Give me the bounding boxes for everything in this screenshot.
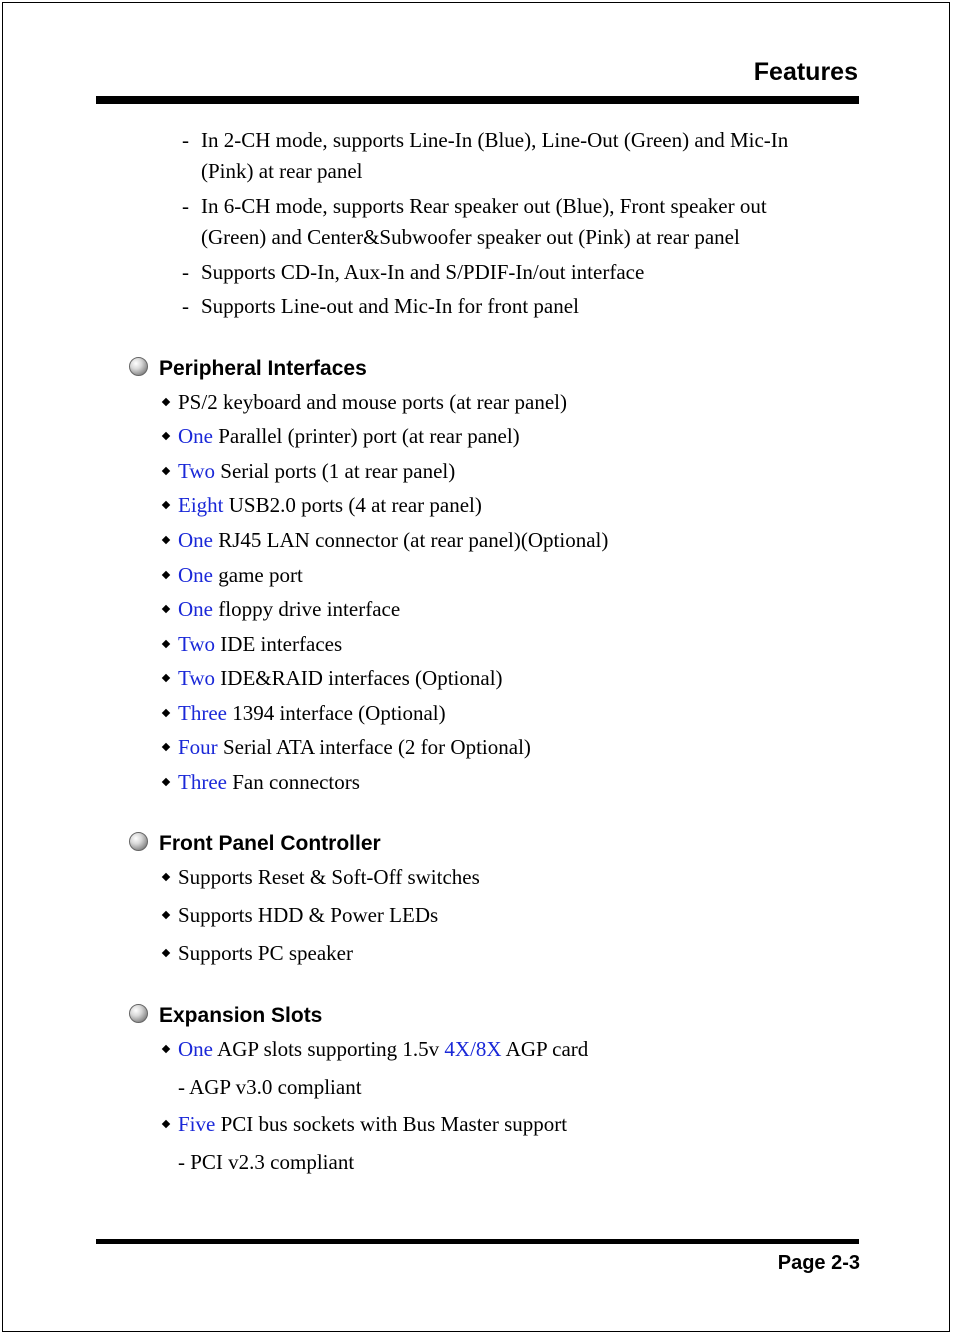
list-item: Two IDE&RAID interfaces (Optional) [178, 666, 503, 690]
section-bullet-icon [129, 357, 148, 376]
list-item: One floppy drive interface [178, 597, 401, 621]
list-item: One game port [178, 563, 303, 587]
pci-compliance-note: - PCI v2.3 compliant [178, 1150, 355, 1174]
list-item: Supports HDD & Power LEDs [178, 903, 439, 927]
section-title-peripheral: Peripheral Interfaces [159, 357, 367, 380]
section-bullet-icon [129, 1004, 148, 1023]
header-rule [96, 96, 859, 104]
list-item: Three Fan connectors [178, 770, 360, 794]
page-number: Page 2-3 [777, 1252, 860, 1274]
audio-item-2-line2: (Green) and Center&Subwoofer speaker out (Pink) at rear panel [201, 225, 740, 249]
agp-compliance-note: - AGP v3.0 compliant [178, 1075, 362, 1099]
dash-marker: - [182, 194, 189, 218]
list-item: One AGP slots supporting 1.5v 4X/8X AGP card [178, 1037, 589, 1061]
list-item: One RJ45 LAN connector (at rear panel)(Optional) [178, 528, 609, 552]
list-item: PS/2 keyboard and mouse ports (at rear panel) [178, 390, 567, 414]
footer-rule [96, 1239, 859, 1244]
list-item: Two IDE interfaces [178, 632, 343, 656]
dash-marker: - [182, 294, 189, 318]
section-bullet-icon [129, 832, 148, 851]
section-title-expansion: Expansion Slots [159, 1004, 323, 1027]
dash-marker: - [182, 260, 189, 284]
section-title-front-panel: Front Panel Controller [159, 832, 381, 855]
dash-marker: - [182, 128, 189, 152]
audio-item-3: Supports CD-In, Aux-In and S/PDIF-In/out interface [201, 260, 645, 284]
list-item: Supports PC speaker [178, 941, 353, 965]
list-item: Supports Reset & Soft-Off switches [178, 865, 480, 889]
list-item: Eight USB2.0 ports (4 at rear panel) [178, 493, 482, 517]
list-item: Two Serial ports (1 at rear panel) [178, 459, 456, 483]
audio-item-1-line2: (Pink) at rear panel [201, 159, 363, 183]
list-item: One Parallel (printer) port (at rear panel) [178, 424, 520, 448]
audio-item-4: Supports Line-out and Mic-In for front panel [201, 294, 579, 318]
list-item: Five PCI bus sockets with Bus Master support [178, 1112, 568, 1136]
list-item: Three 1394 interface (Optional) [178, 701, 446, 725]
page-header-title: Features [753, 58, 858, 86]
audio-item-1-line1: In 2-CH mode, supports Line-In (Blue), Line-Out (Green) and Mic-In [201, 128, 789, 152]
audio-item-2-line1: In 6-CH mode, supports Rear speaker out (Blue), Front speaker out [201, 194, 767, 218]
list-item: Four Serial ATA interface (2 for Optional) [178, 735, 531, 759]
